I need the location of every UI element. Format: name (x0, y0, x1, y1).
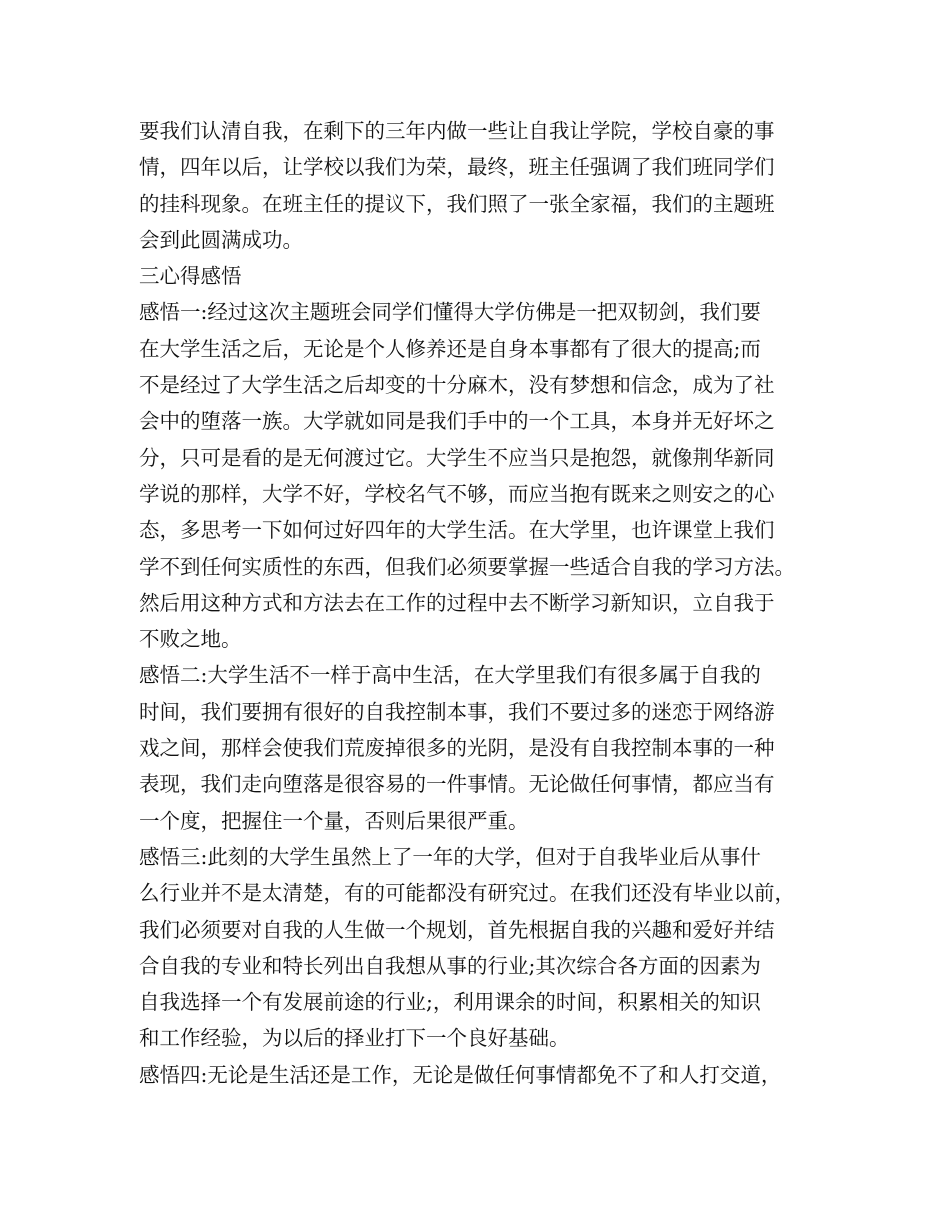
text-line: 戏之间，那样会使我们荒废掉很多的光阴，是没有自我控制本事的一种 (139, 736, 775, 761)
section-heading: 三心得感悟 (139, 264, 242, 289)
text-line: 感悟三:此刻的大学生虽然上了一年的大学，但对于自我毕业后从事什 (139, 844, 761, 869)
text-line: 态，多思考一下如何过好四年的大学生活。在大学里，也许课堂上我们 (139, 518, 775, 543)
text-line: 不败之地。 (139, 627, 242, 652)
body-text (139, 113, 839, 1093)
text-line: 自我选择一个有发展前途的行业;，利用课余的时间，积累相关的知识 (139, 990, 761, 1015)
text-line: 会到此圆满成功。 (139, 227, 303, 252)
text-line: 一个度，把握住一个量，否则后果很严重。 (139, 808, 529, 833)
text-line: 合自我的专业和特长列出自我想从事的行业;其次综合各方面的因素为 (139, 953, 761, 978)
text-line: 要我们认清自我，在剩下的三年内做一些让自我让学院，学校自豪的事 (139, 119, 775, 143)
text-line: 感悟二:大学生活不一样于高中生活，在大学里我们有很多属于自我的 (139, 663, 761, 688)
text-line: 学说的那样，大学不好，学校名气不够，而应当抱有既来之则安之的心 (139, 481, 775, 506)
text-line: 会中的堕落一族。大学就如同是我们手中的一个工具，本身并无好坏之 (139, 409, 775, 434)
text-line: 的挂科现象。在班主任的提议下，我们照了一张全家福，我们的主题班 (139, 191, 775, 216)
text-line: 不是经过了大学生活之后却变的十分麻木，没有梦想和信念，成为了社 (139, 373, 775, 398)
text-line: 在大学生活之后，无论是个人修养还是自身本事都有了很大的提高;而 (139, 336, 761, 361)
text-line: 然后用这种方式和方法去在工作的过程中去不断学习新知识，立自我于 (139, 590, 775, 615)
text-line: 和工作经验，为以后的择业打下一个良好基础。 (139, 1026, 570, 1051)
text-line: 分，只可是看的是无何渡过它。大学生不应当只是抱怨，就像荆华新同 (139, 445, 775, 470)
text-line: 学不到任何实质性的东西，但我们必须要掌握一些适合自我的学习方法。 (139, 554, 795, 579)
text-line: 感悟四:无论是生活还是工作，无论是做任何事情都免不了和人打交道， (139, 1062, 782, 1087)
text-line: 情，四年以后，让学校以我们为荣，最终，班主任强调了我们班同学们 (139, 155, 775, 180)
text-line: 时间，我们要拥有很好的自我控制本事，我们不要过多的迷恋于网络游 (139, 699, 775, 724)
text-line: 么行业并不是太清楚，有的可能都没有研究过。在我们还没有毕业以前， (139, 881, 795, 906)
text-line: 表现，我们走向堕落是很容易的一件事情。无论做任何事情，都应当有 (139, 772, 775, 797)
text-line: 感悟一:经过这次主题班会同学们懂得大学仿佛是一把双韧剑，我们要 (139, 300, 761, 325)
text-line: 我们必须要对自我的人生做一个规划，首先根据自我的兴趣和爱好并结 (139, 917, 775, 942)
